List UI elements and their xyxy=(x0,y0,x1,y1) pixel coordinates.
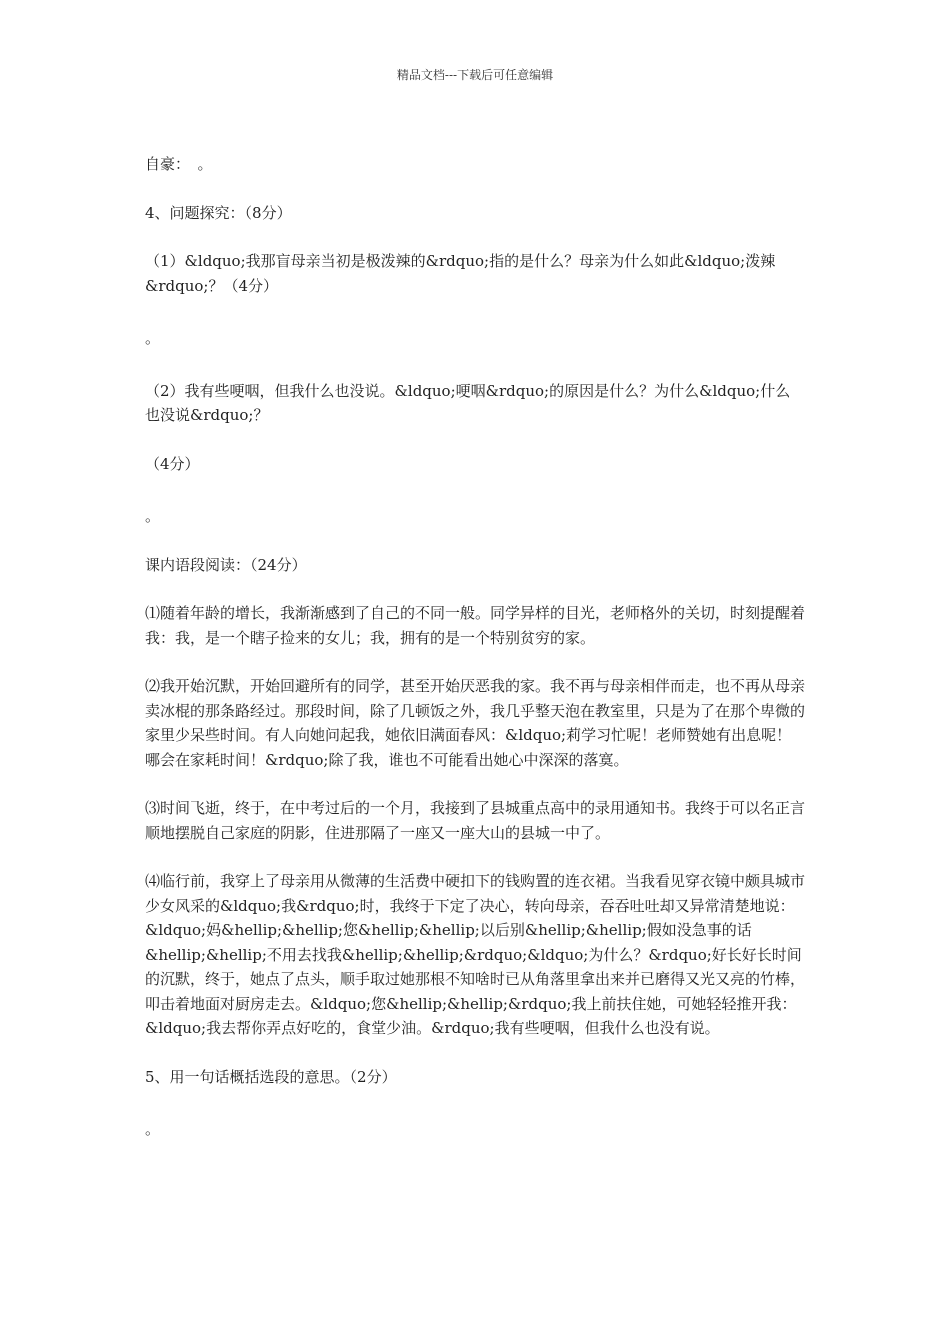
answer-line-4-1: 。 xyxy=(145,329,161,347)
passage-paragraph-4: ⑷临行前，我穿上了母亲用从微薄的生活费中硬扣下的钱购置的连衣裙。当我看见穿衣镜中颇具城市少女风采的&ldquo;我&rdquo;时，我终于下定了决心，转向母亲，吞吞吐吐却又异常清楚地说：&ldquo;妈&hellip;&hellip;您&hellip;&hellip;以后别&hellip;&hellip;假如没急事的话&hellip;&hellip;不用去找我&hellip;&hellip;&rdquo;&ldquo;为什么？&rdquo;好长好长时间的沉默，终于，她点了点头，顺手取过她那根不知啥时已从角落里拿出来并已磨得又光又亮的竹棒，叩击着地面对厨房走去。&ldquo;您&hellip;&hellip;&rdquo;我上前扶住她，可她轻轻推开我：&ldquo;我去帮你弄点好吃的，食堂少油。&rdquo;我有些哽咽，但我什么也没有说。 xyxy=(145,872,806,1037)
passage-paragraph-1: ⑴随着年龄的增长，我渐渐感到了自己的不同一般。同学异样的目光，老师格外的关切，时刻提醒着我：我，是一个瞎子捡来的女儿；我，拥有的是一个特别贫穷的家。 xyxy=(145,604,806,647)
answer-line-4-2: 。 xyxy=(145,507,161,525)
question-4-1: （1）&ldquo;我那盲母亲当初是极泼辣的&rdquo;指的是什么？母亲为什么如此&ldquo;泼辣&rdquo;？（4分） xyxy=(145,252,776,295)
question-4-2-score: （4分） xyxy=(145,454,200,473)
answer-line-5: 。 xyxy=(145,1120,161,1138)
passage-paragraph-2: ⑵我开始沉默，开始回避所有的同学，甚至开始厌恶我的家。我不再与母亲相伴而走，也不再从母亲卖冰棍的那条路经过。那段时间，除了几顿饭之外，我几乎整天泡在教室里，只是为了在那个卑微的家里少呆些时间。有人向她问起我，她依旧满面春风：&ldquo;莉学习忙呢！老师赞她有出息呢！哪会在家耗时间！&rdquo;除了我，谁也不可能看出她心中深深的落寞。 xyxy=(145,677,806,769)
question-4-2: （2）我有些哽咽，但我什么也没说。&ldquo;哽咽&rdquo;的原因是什么？为什么&ldquo;什么也没说&rdquo;？ xyxy=(145,381,791,424)
answer-line-pride: 自豪： 。 xyxy=(145,155,213,173)
passage-paragraph-3: ⑶时间飞逝，终于，在中考过后的一个月，我接到了县城重点高中的录用通知书。我终于可以名正言顺地摆脱自己家庭的阴影，住进那隔了一座又一座大山的县城一中了。 xyxy=(145,799,806,842)
reading-section-heading: 课内语段阅读：（24分） xyxy=(145,555,307,574)
question-5: 5、用一句话概括选段的意思。（2分） xyxy=(145,1067,397,1086)
page-header: 精品文档---下载后可任意编辑 xyxy=(396,68,554,82)
question-4-heading: 4、问题探究：（8分） xyxy=(145,203,292,222)
document-body xyxy=(145,152,805,1142)
